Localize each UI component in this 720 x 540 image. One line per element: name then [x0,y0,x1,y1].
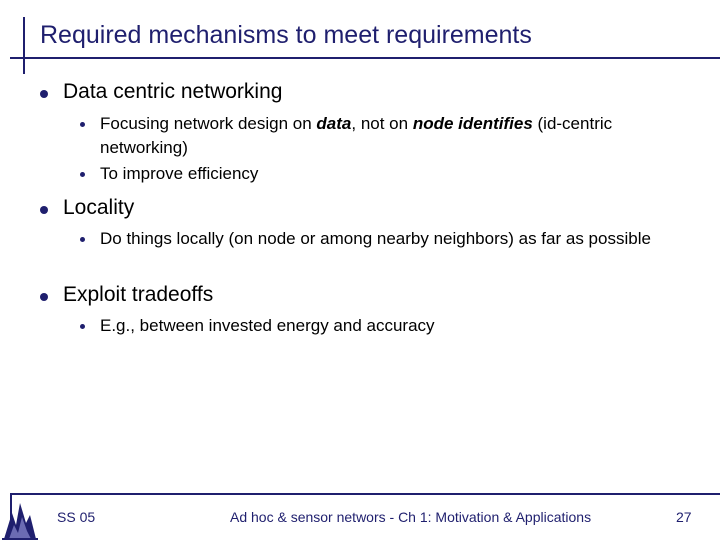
footer-line [10,493,720,495]
title-underline [10,57,720,59]
emphasis-data: data [316,114,352,133]
sub-bullet-text [100,112,680,160]
sub-bullet-text: Do things locally (on node or among nearby neighbors) as far as possible [100,229,651,248]
text-part: Focusing network design on [100,114,317,133]
footer-semester: SS 05 [57,509,96,525]
title-accent-vertical-line [23,17,25,74]
text-part: (id-centric networking) [100,114,613,157]
text-part: , not on [351,114,413,133]
footer-course-title: Ad hoc & sensor networs - Ch 1: Motivation & Applications [230,509,592,525]
bullet-dot-icon [40,206,48,214]
sub-bullet-text: E.g., between invested energy and accuracy [100,316,435,335]
sub-bullet-text: To improve efficiency [100,164,259,183]
slide-title: Required mechanisms to meet requirements [40,21,532,49]
university-logo-icon [0,495,40,540]
bullet-label: Exploit tradeoffs [63,283,214,306]
emphasis-node-identifies: node identifies [412,114,533,133]
page-number: 27 [676,509,692,525]
bullet-dot-icon [40,293,48,301]
bullet-label: Data centric networking [63,80,283,103]
sub-bullet-dot-icon [80,324,85,329]
bullet-label: Locality [63,196,135,219]
sub-bullet-dot-icon [80,237,85,242]
sub-bullet-dot-icon [80,172,85,177]
sub-bullet-dot-icon [80,122,85,127]
bullet-dot-icon [40,90,48,98]
